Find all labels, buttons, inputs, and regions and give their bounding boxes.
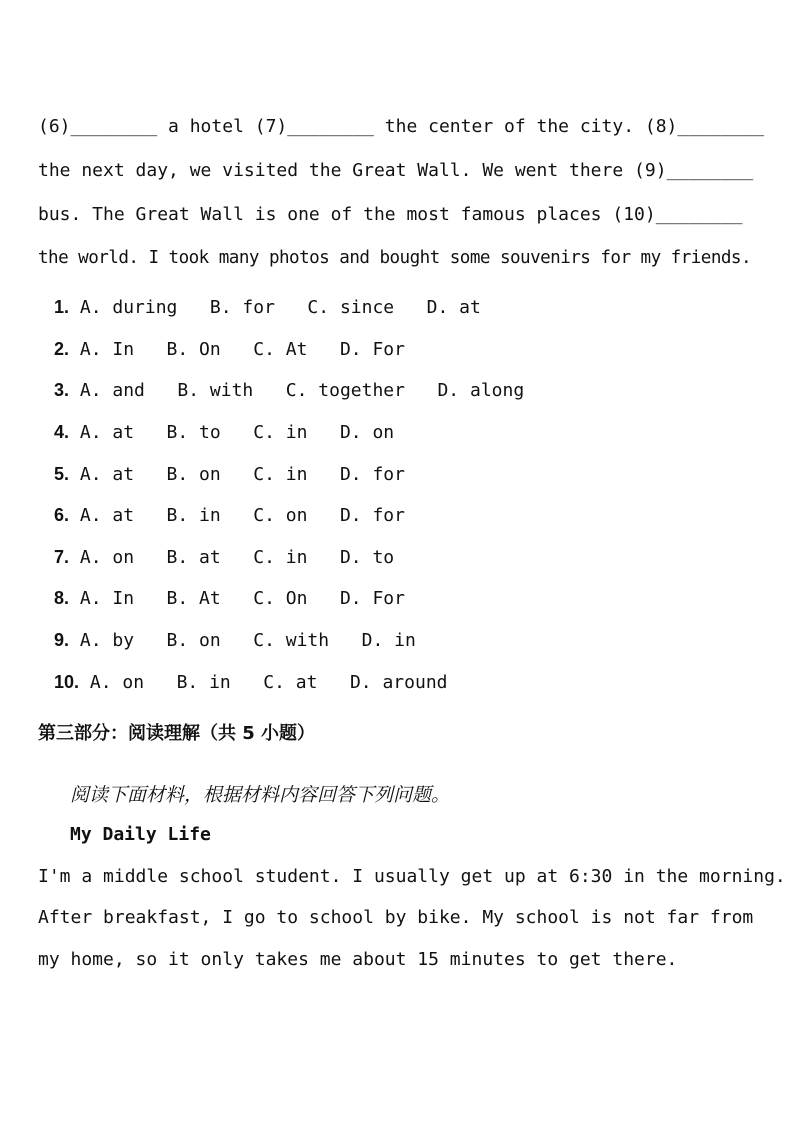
question-options: A. during B. for C. since D. at [69,297,481,318]
instruction-text: 阅读下面材料，根据材料内容回答下列问题。 [70,784,451,806]
question-options: A. at B. in C. on D. for [69,505,405,526]
question-item-10 [38,657,448,708]
question-number: 8. [54,588,70,608]
question-number: 7. [54,547,70,567]
question-options: A. at B. to C. in D. on [69,422,395,443]
question-number: 2. [54,339,70,359]
question-number: 4. [54,422,70,442]
question-options: A. In B. At C. On D. For [69,588,405,609]
reading-line: my home, so it only takes me about 15 minutes to get there. [38,949,678,970]
section-heading: 第三部分：阅读理解（共 5 小题） [38,723,316,744]
passage-line: the world. I took many photos and bought some souvenirs for my friends. [38,248,752,268]
question-number: 6. [54,505,70,525]
question-options: A. by B. on C. with D. in [69,630,416,651]
reading-line: After breakfast, I go to school by bike. My school is not far from [38,907,754,928]
reading-title: My Daily Life [70,824,211,845]
question-number: 3. [54,380,70,400]
question-number: 1. [54,297,70,317]
reading-line: I'm a middle school student. I usually get up at 6:30 in the morning. [38,866,786,887]
question-number: 10. [54,672,80,692]
question-number: 9. [54,630,70,650]
question-options: A. at B. on C. in D. for [69,464,405,485]
question-options: A. In B. On C. At D. For [69,339,405,360]
question-number: 5. [54,464,70,484]
question-options: A. on B. at C. in D. to [69,547,395,568]
passage-line: bus. The Great Wall is one of the most famous places (10)________ [38,204,743,225]
question-options: A. and B. with C. together D. along [69,380,525,401]
passage-line: (6)________ a hotel (7)________ the center of the city. (8)________ [38,116,765,137]
question-options: A. on B. in C. at D. around [79,672,448,693]
passage-line: the next day, we visited the Great Wall. We went there (9)________ [38,160,754,181]
